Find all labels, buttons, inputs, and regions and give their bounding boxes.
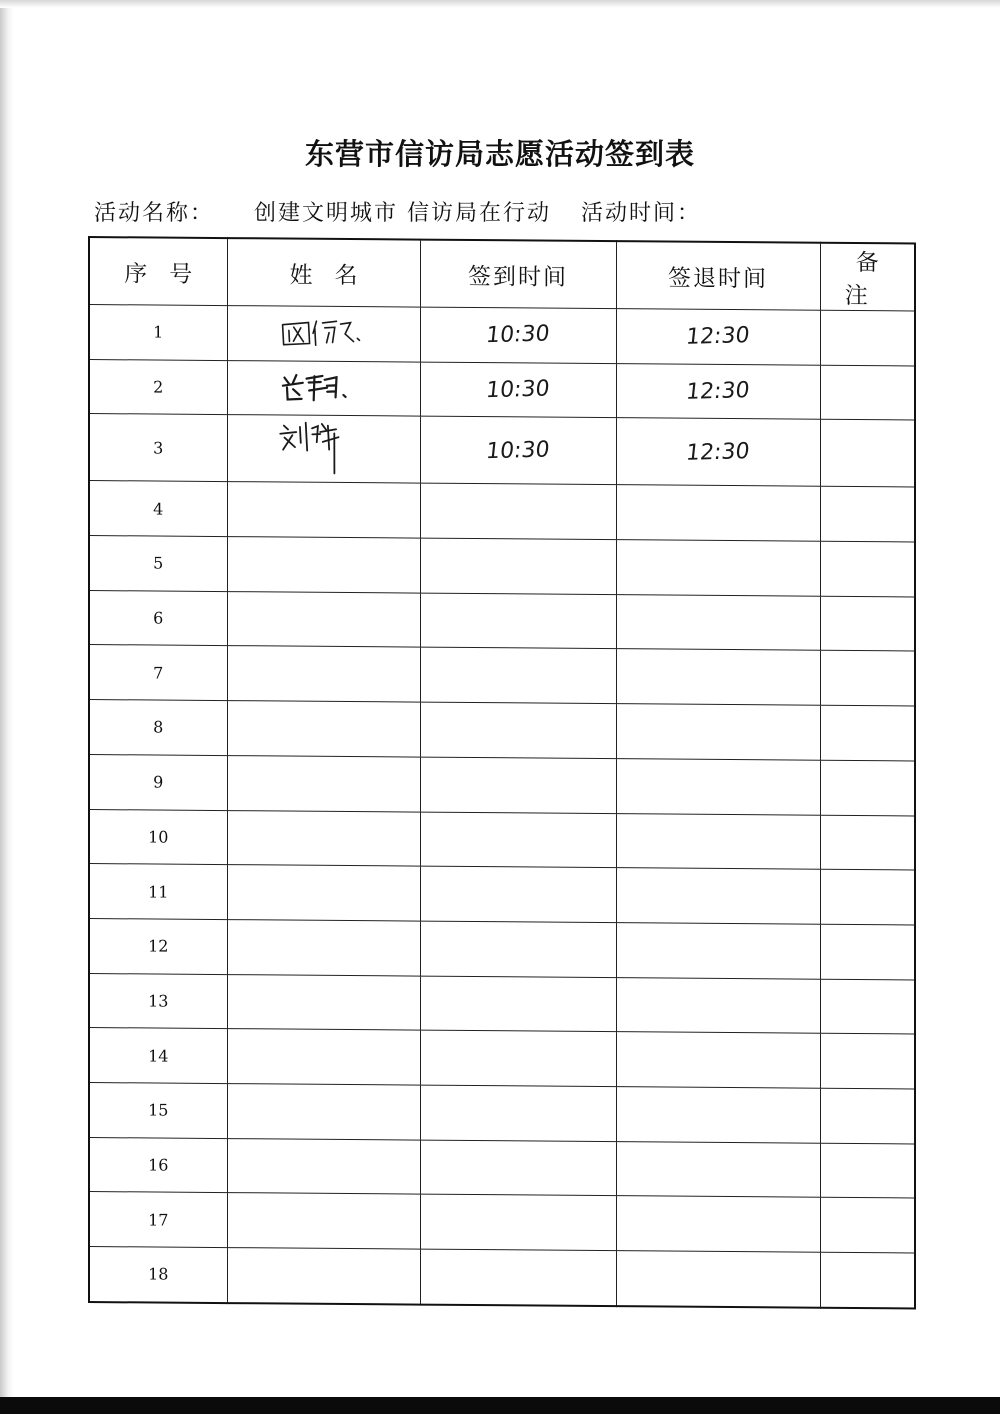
sign-out-time-cell xyxy=(616,923,820,979)
name-cell xyxy=(227,1029,420,1085)
table-header-row xyxy=(89,237,915,311)
sign-in-time-cell xyxy=(420,362,616,418)
sign-in-time-cell xyxy=(420,307,616,363)
row-number: 14 xyxy=(89,1028,227,1084)
table-row xyxy=(89,864,915,925)
table-row xyxy=(89,536,915,597)
handwritten-signature xyxy=(277,414,370,480)
note-cell xyxy=(820,420,915,488)
table-row xyxy=(89,645,915,706)
sign-out-time: 12:30 xyxy=(684,378,752,405)
sign-in-time-cell xyxy=(420,702,616,758)
name-cell xyxy=(227,360,420,416)
note-cell xyxy=(820,1033,915,1088)
header-sign-in-time: 签到时间 xyxy=(420,240,616,309)
sign-in-time-cell xyxy=(420,921,616,977)
sign-in-time-cell xyxy=(420,1140,616,1196)
sign-out-time-cell xyxy=(616,418,820,487)
name-cell xyxy=(227,1138,420,1194)
name-cell xyxy=(227,1193,420,1249)
note-cell xyxy=(820,760,915,815)
sign-out-time: 12:30 xyxy=(684,438,752,466)
activity-info-line xyxy=(94,196,701,227)
table-row xyxy=(89,590,915,651)
sign-in-time-cell xyxy=(420,593,616,649)
sign-out-time-cell xyxy=(616,540,820,596)
table-row xyxy=(89,809,915,870)
name-cell xyxy=(227,755,420,811)
sign-out-time-cell xyxy=(616,1087,820,1143)
sign-out-time-cell xyxy=(616,813,820,869)
name-cell xyxy=(227,537,420,593)
sign-in-time-cell xyxy=(420,866,616,922)
table-row xyxy=(89,918,915,979)
sign-out-time-cell xyxy=(616,363,820,419)
name-cell xyxy=(227,865,420,921)
table-row xyxy=(89,754,915,815)
activity-name-label: 活动名称： xyxy=(94,201,215,226)
sign-in-time: 10:30 xyxy=(484,321,552,349)
row-number: 13 xyxy=(89,973,227,1029)
name-cell xyxy=(227,974,420,1030)
table-row xyxy=(89,1082,915,1143)
row-number: 6 xyxy=(89,590,227,646)
sign-out-time-cell xyxy=(616,594,820,650)
note-cell xyxy=(820,365,915,420)
sign-out-time-cell xyxy=(616,1196,820,1252)
row-number: 4 xyxy=(89,481,227,537)
note-cell xyxy=(820,1252,915,1308)
note-cell xyxy=(820,596,915,651)
row-number: 16 xyxy=(89,1137,227,1193)
sign-out-time-cell xyxy=(616,704,820,760)
table-row xyxy=(89,1192,915,1253)
table-row xyxy=(89,1028,915,1089)
sign-out-time-cell xyxy=(616,977,820,1033)
sign-in-time-cell xyxy=(420,976,616,1032)
note-cell xyxy=(820,310,915,365)
row-number: 1 xyxy=(89,305,227,361)
sign-out-time-cell xyxy=(616,1141,820,1197)
row-number: 15 xyxy=(89,1082,227,1138)
sign-in-time-cell xyxy=(420,812,616,868)
signin-table xyxy=(88,236,916,1309)
sign-in-time-cell xyxy=(420,1249,616,1306)
table-row xyxy=(89,1247,915,1309)
name-cell xyxy=(227,810,420,866)
name-cell xyxy=(227,919,420,975)
row-number: 3 xyxy=(89,414,227,482)
note-cell xyxy=(820,487,915,542)
sign-in-time-cell xyxy=(420,1085,616,1141)
sign-out-time-cell xyxy=(616,649,820,705)
row-number: 12 xyxy=(89,918,227,974)
table-row xyxy=(89,414,915,487)
note-cell xyxy=(820,651,915,706)
note-cell xyxy=(820,1143,915,1198)
header-sign-out-time: 签退时间 xyxy=(616,241,820,310)
row-number: 8 xyxy=(89,700,227,756)
sign-in-time-cell xyxy=(420,416,616,485)
name-cell xyxy=(227,646,420,702)
row-number: 18 xyxy=(89,1247,227,1303)
header-number: 序号 xyxy=(89,237,227,306)
handwritten-signature xyxy=(278,365,370,407)
sign-out-time: 12:30 xyxy=(684,323,752,351)
sign-in-time-cell xyxy=(420,1194,616,1250)
note-cell xyxy=(820,1088,915,1143)
note-cell xyxy=(820,979,915,1034)
name-cell xyxy=(227,482,420,538)
name-cell xyxy=(227,1084,420,1140)
table-row xyxy=(89,1137,915,1198)
sign-out-time-cell xyxy=(616,1032,820,1088)
sign-in-time-cell xyxy=(420,757,616,813)
header-note: 备注 xyxy=(820,243,915,311)
sign-out-time-cell xyxy=(616,758,820,814)
sign-out-time-cell xyxy=(616,868,820,924)
name-cell xyxy=(227,415,420,484)
name-cell xyxy=(227,591,420,647)
table-row xyxy=(89,481,915,542)
sign-out-time-cell xyxy=(616,309,820,365)
name-cell xyxy=(227,701,420,757)
note-cell xyxy=(820,815,915,870)
scan-shadow-left xyxy=(0,0,14,1414)
table-row xyxy=(89,973,915,1034)
activity-time-label: 活动时间： xyxy=(581,201,702,226)
name-cell xyxy=(227,1248,420,1305)
note-cell xyxy=(820,1198,915,1253)
name-cell xyxy=(227,306,420,362)
row-number: 5 xyxy=(89,536,227,592)
header-name: 姓名 xyxy=(227,238,420,307)
scan-border-bottom xyxy=(0,1397,1000,1414)
sign-out-time-cell xyxy=(616,485,820,541)
note-cell xyxy=(820,541,915,596)
note-cell xyxy=(820,869,915,924)
row-number: 11 xyxy=(89,864,227,920)
table-row xyxy=(89,700,915,761)
row-number: 7 xyxy=(89,645,227,701)
activity-name-value: 创建文明城市 信访局在行动 xyxy=(254,201,552,226)
row-number: 9 xyxy=(89,754,227,810)
table-row xyxy=(89,305,915,366)
sign-in-time-cell xyxy=(420,1030,616,1086)
handwritten-signature xyxy=(278,311,370,353)
sign-in-time-cell xyxy=(420,483,616,539)
scan-shadow-top xyxy=(0,0,1000,8)
sign-in-time-cell xyxy=(420,538,616,594)
table-row xyxy=(89,359,915,420)
sign-out-time-cell xyxy=(616,1251,820,1308)
table-body xyxy=(89,305,915,1309)
row-number: 10 xyxy=(89,809,227,865)
document-title: 东营市信访局志愿活动签到表 xyxy=(304,137,695,171)
sign-in-time: 10:30 xyxy=(484,376,552,404)
note-cell xyxy=(820,705,915,760)
sign-in-time: 10:30 xyxy=(484,437,552,465)
row-number: 17 xyxy=(89,1192,227,1248)
signin-sheet xyxy=(88,236,914,1309)
note-cell xyxy=(820,924,915,979)
row-number: 2 xyxy=(89,359,227,415)
sign-in-time-cell xyxy=(420,648,616,704)
